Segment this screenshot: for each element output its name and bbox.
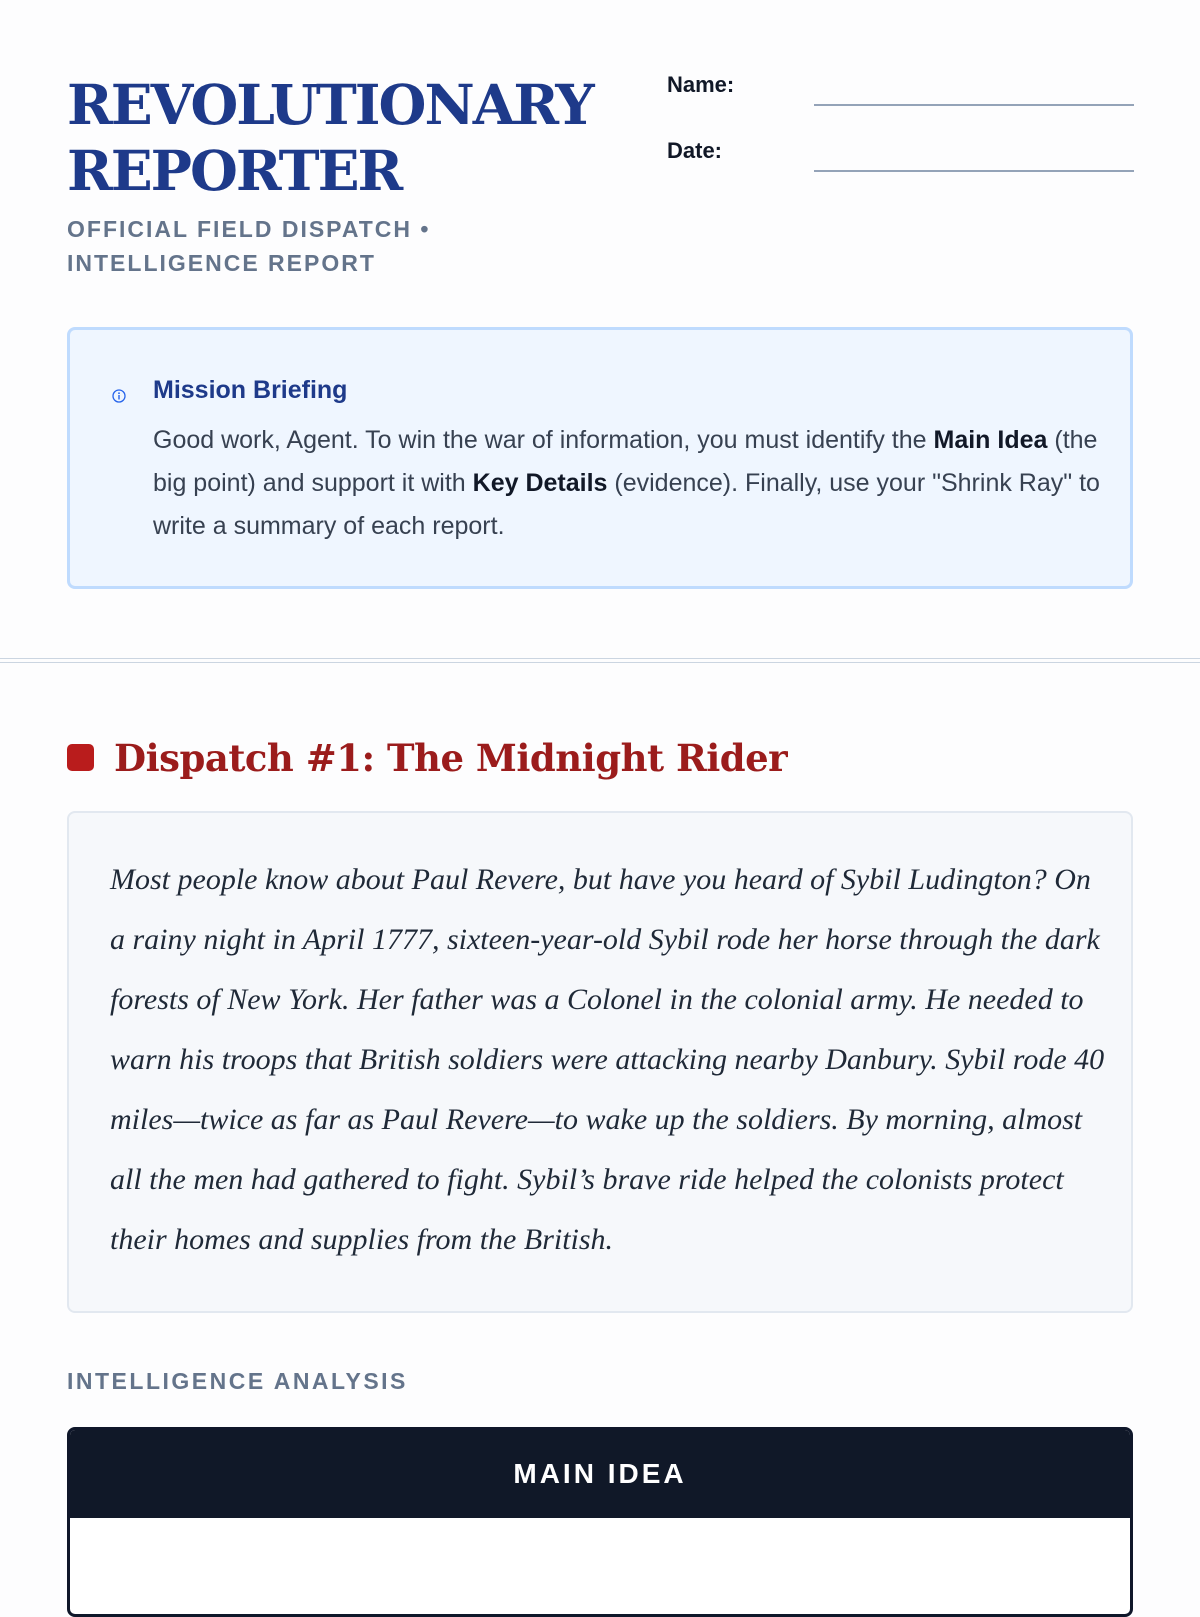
section-divider (0, 658, 1200, 663)
student-info-fields (667, 70, 1134, 202)
briefing-text-part: (evidence). Finally, use your "Shrink Ray" to write a summary of each report. (153, 469, 1100, 540)
mission-briefing-box (67, 327, 1133, 589)
main-idea-answer-area[interactable] (70, 1518, 1130, 1617)
briefing-bold-main-idea: Main Idea (933, 426, 1048, 454)
name-label: Name: (667, 72, 735, 97)
worksheet-subtitle: OFFICIAL FIELD DISPATCH • INTELLIGENCE REPORT (67, 216, 431, 276)
worksheet-title (67, 72, 647, 204)
briefing-text-part: (the big point) and support it with (153, 426, 1098, 497)
info-circle-icon (112, 389, 126, 403)
briefing-title: Mission Briefing (153, 376, 348, 404)
date-label: Date: (667, 138, 723, 163)
dispatch-title: Dispatch #1: The Midnight Rider (114, 736, 788, 780)
dispatch-marker-icon (67, 744, 94, 771)
name-field[interactable] (814, 104, 1134, 106)
briefing-text (153, 419, 1103, 548)
date-field[interactable] (814, 170, 1134, 172)
reading-passage: Most people know about Paul Revere, but have you heard of Sybil Ludington? On a rainy night in April 1777, sixteen-year-old Sybil rode her horse through the dark forests of New York. Her father was a Colonel in the colonial army. He needed to warn his troops that British soldiers were attacking nearby Danbury. Sybil rode 40 miles—twice as far as Paul Revere—to wake up the soldiers. By morning, almost all the men had gathered to fight. Sybil’s brave ride helped the colonists protect their homes and supplies from the British. (110, 863, 1105, 1256)
reading-passage-box (67, 811, 1133, 1313)
main-idea-header: MAIN IDEA (70, 1430, 1130, 1518)
date-field-row (667, 136, 1134, 202)
main-idea-box (67, 1427, 1133, 1617)
briefing-bold-key-details: Key Details (472, 469, 608, 497)
title-line-2: REPORTER (67, 138, 402, 203)
analysis-section-label: INTELLIGENCE ANALYSIS (67, 1368, 408, 1394)
title-line-1: REVOLUTIONARY (67, 72, 593, 137)
dispatch-heading (67, 730, 1133, 786)
name-field-row (667, 70, 1134, 136)
briefing-text-part: Good work, Agent. To win the war of information, you must identify the (153, 426, 934, 454)
masthead (67, 72, 647, 280)
